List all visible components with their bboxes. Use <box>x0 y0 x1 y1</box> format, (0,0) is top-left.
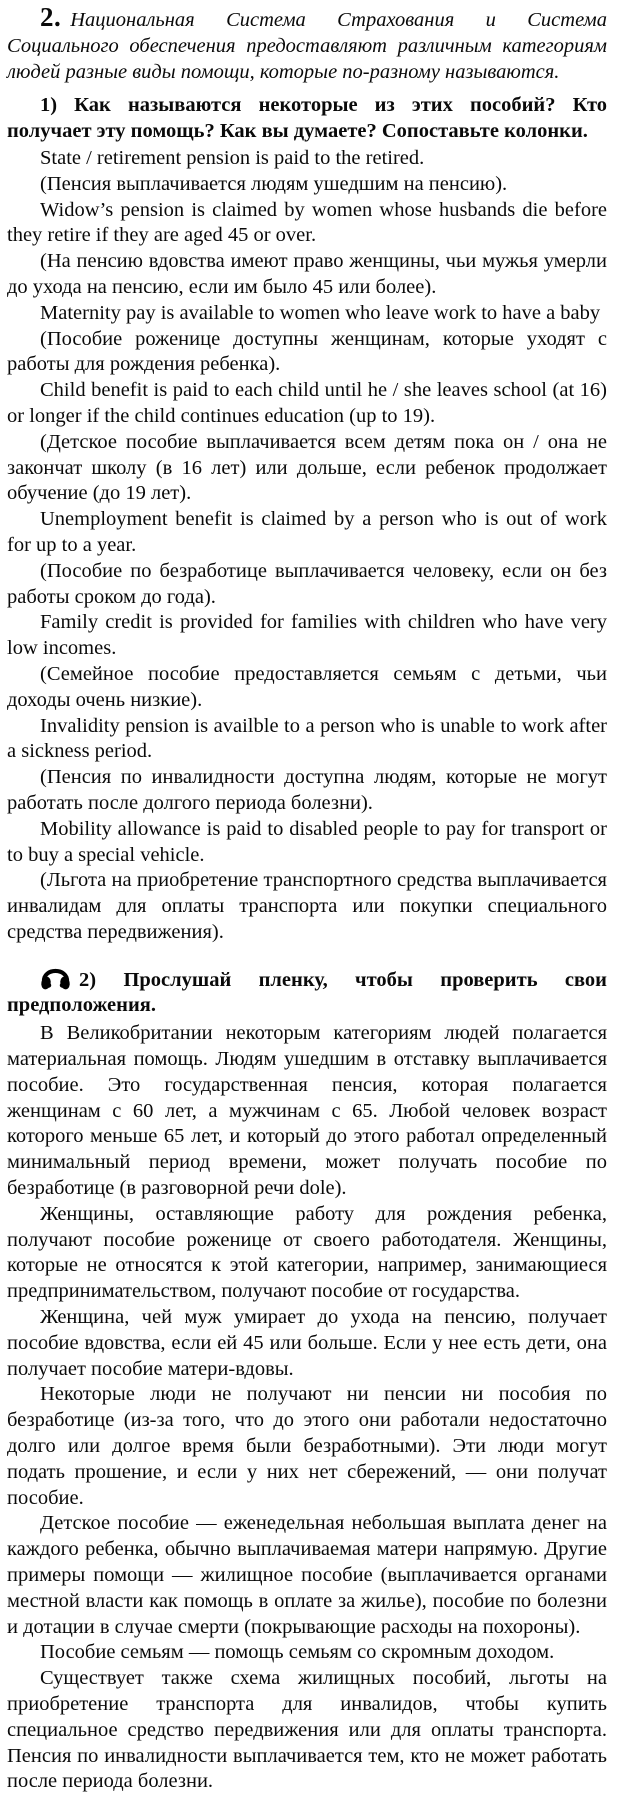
listening-paragraph: Женщина, чей муж умирает до ухода на пенсию, получает пособие вдовства, если ей 45 или больше. Если у нее есть дети, она получает пособие матери-вдовы. <box>7 1306 607 1380</box>
benefit-ru-text: (Пособие по безработице выплачивается человеку, если он без работы сроком до года). <box>7 559 607 608</box>
benefit-en-text: Mobility allowance is paid to disabled people to pay for transport or to buy a special vehicle. <box>7 817 607 866</box>
benefit-en-text: Child benefit is paid to each child until he / she leaves school (at 16) or longer if the child continues education (up to 19). <box>7 379 607 427</box>
benefit-ru-text: (Семейное пособие предоставляется семьям с детьми, чьи доходы очень низкие). <box>7 662 607 711</box>
listening-paragraph: В Великобритании некоторым категориям людей полагается материальная помощь. Людям ушедшим в отставку выплачивается пособие. Это государственная пенсия, которая полагается женщинам с 60 лет, а мужчинам с 65. Любой человек возраст которого меньше 65 лет, и который до этого работал определенный минимальный период времени, может получать пособие по безработице (в разговорной речи dole). <box>7 1022 607 1200</box>
listening-paragraph: Пособие семьям — помощь семьям со скромным доходом. <box>40 1641 555 1664</box>
exercise-intro <box>7 2 607 85</box>
task1-heading: 1) Как называются некоторые из этих пособий? Кто получает эту помощь? Как вы думаете? Сопоставьте колонки. <box>7 94 607 143</box>
benefit-en-text: Unemployment benefit is claimed by a person who is out of work for up to a year. <box>7 508 607 556</box>
benefit-ru-text: (Детское пособие выплачивается всем детям пока он / она не закончат школу (в 16 лет) или дольше, если ребенок продолжает обучение (до 19 лет). <box>7 430 607 505</box>
benefit-ru-text: (Пенсия по инвалидности доступна людям, которые не могут работать после долгого периода болезни). <box>7 766 607 814</box>
benefit-ru-text: (Пенсия выплачивается людям ушедшим на пенсию). <box>40 172 508 195</box>
benefit-ru-text: (Льгота на приобретение транспортного средства выплачивается инвалидам для оплаты транспорта или покупки специального средства передвижения). <box>7 869 607 943</box>
headphones-icon <box>40 963 71 991</box>
benefit-ru-text: (Пособие роженице доступны женщинам, которые уходят с работы для рождения ребенка). <box>7 327 607 376</box>
listening-paragraph: Существует также схема жилищных пособий, льготы на приобретение транспорта для инвалидов, чтобы купить специальное средство передвижения или для оплаты транспорта. Пенсия по инвалидности выплачивается тем, кто не может работать после периода болезни. <box>7 1667 607 1793</box>
listening-paragraph: Некоторые люди не получают ни пенсии ни пособия по безработице (из-за того, что до этого они работали недостаточно долго или долгое время были безработными). Эти люди могут подать прошение, и если у них нет сбережений, — они получат пособие. <box>7 1383 607 1509</box>
listening-paragraph: Детское пособие — еженедельная небольшая выплата денег на каждого ребенка, обычно выплачиваемая матери напрямую. Другие примеры помощи — жилищное пособие (выплачивается органами местной власти как помощь в оплате за жилье), пособие по болезни и дотации в случае смерти (покрывающие расходы на похороны). <box>7 1512 607 1638</box>
listening-paragraph: Женщины, оставляющие работу для рождения ребенка, получают пособие роженице от своего работодателя. Женщины, которые не относятся к этой категории, например, занимающиеся предпринимательством, получают пособие от государства. <box>7 1202 607 1303</box>
exercise-number: 2. <box>40 2 62 32</box>
benefit-en-text: Invalidity pension is availble to a person who is unable to work after a sickness period. <box>7 714 607 763</box>
benefit-ru-text: (На пенсию вдовства имеют право женщины, чьи мужья умерли до ухода на пенсию, если им было 45 или более). <box>7 250 607 298</box>
benefit-en-text: Family credit is provided for families with children who have very low incomes. <box>7 611 607 660</box>
exercise-intro-text: Национальная Система Страхования и Система Социального обеспечения предоставляют различным категориям людей разные виды помощи, которые по-разному называются. <box>7 9 607 83</box>
task2-heading <box>7 963 607 1020</box>
task2-heading-label: 2) Прослушай пленку, чтобы проверить свои предположения. <box>7 968 607 1017</box>
benefit-en-text: Widow’s pension is claimed by women whose husbands die before they retire if they are aged 45 or over. <box>7 198 607 247</box>
benefit-en-text: State / retirement pension is paid to the retired. <box>40 146 425 169</box>
benefit-en-text: Maternity pay is available to women who leave work to have a baby <box>40 301 601 324</box>
